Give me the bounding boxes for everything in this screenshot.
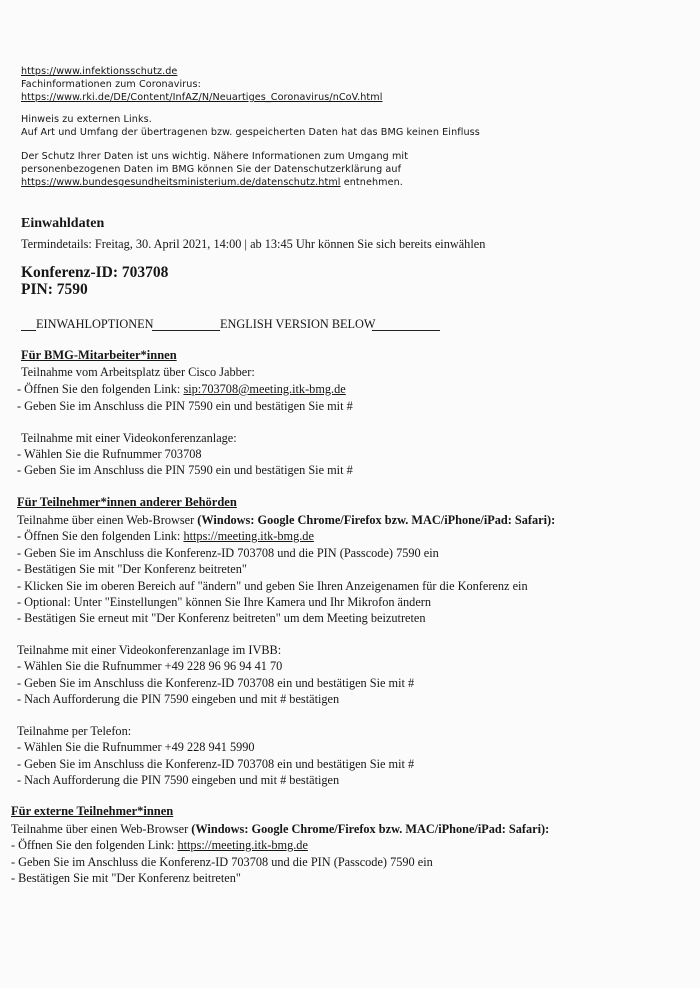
bmg-jabber-step-1-text: - Öffnen Sie den folgenden Link: (17, 382, 184, 396)
bmg-jabber-step-1 (17, 381, 346, 397)
datenschutz-end: entnehmen. (343, 177, 403, 188)
bmg-video-title: Teilnahme mit einer Videokonferenzanlage: (21, 431, 237, 445)
andere-ivbb-step-3: - Nach Aufforderung die PIN 7590 eingeben und mit # bestätigen (17, 692, 340, 706)
andere-web-step-6: - Bestätigen Sie erneut mit "Der Konferenz beitreten" um dem Meeting beizutreten (17, 611, 426, 625)
andere-ivbb-step-1: - Wählen Sie die Rufnummer +49 228 96 96 94 41 70 (17, 659, 283, 673)
datenschutz-line-3 (21, 177, 403, 189)
options-rule-2 (152, 330, 220, 331)
section-extern-heading: Für externe Teilnehmer*innen (11, 804, 174, 818)
andere-web-step-3: - Bestätigen Sie mit "Der Konferenz beitreten" (17, 562, 247, 576)
konferenz-id: Konferenz-ID: 703708 (21, 264, 169, 281)
link-datenschutz[interactable]: https://www.bundesgesundheitsministerium.de/datenschutz.html (21, 177, 341, 188)
link-sip[interactable]: sip:703708@meeting.itk-bmg.de (183, 382, 346, 396)
bmg-jabber-step-2: - Geben Sie im Anschluss die PIN 7590 ein und bestätigen Sie mit # (17, 399, 353, 413)
andere-tel-step-2: - Geben Sie im Anschluss die Konferenz-ID 703708 ein und bestätigen Sie mit # (17, 757, 415, 771)
andere-web-step-2: - Geben Sie im Anschluss die Konferenz-ID 703708 und die PIN (Passcode) 7590 ein (17, 546, 439, 560)
bmg-video-step-2: - Geben Sie im Anschluss die PIN 7590 ein und bestätigen Sie mit # (17, 463, 353, 477)
andere-web-step-4: - Klicken Sie im oberen Bereich auf "ändern" und geben Sie Ihren Anzeigenamen für die Konferenz ein (17, 579, 528, 593)
options-left: EINWAHLOPTIONEN (36, 317, 154, 331)
andere-web-step-1 (17, 528, 314, 544)
datenschutz-line-1: Der Schutz Ihrer Daten ist uns wichtig. Nähere Informationen zum Umgang mit (21, 151, 409, 162)
andere-tel-step-1: - Wählen Sie die Rufnummer +49 228 941 5990 (17, 740, 255, 754)
andere-web-title-browsers: (Windows: Google Chrome/Firefox bzw. MAC/iPhone/iPad: Safari): (197, 513, 556, 527)
pin: PIN: 7590 (21, 281, 88, 298)
andere-ivbb-step-2: - Geben Sie im Anschluss die Konferenz-ID 703708 ein und bestätigen Sie mit # (17, 676, 415, 690)
options-rule-3 (372, 330, 440, 331)
extern-web-step-1 (11, 837, 308, 853)
fachinfo-label: Fachinformationen zum Coronavirus: (21, 79, 201, 90)
datenschutz-line-2: personenbezogenen Daten im BMG können Sie der Datenschutzerklärung auf (21, 164, 402, 175)
options-rule-1 (21, 330, 36, 331)
andere-web-step-5: - Optional: Unter "Einstellungen" können Sie Ihre Kamera und Ihr Mikrofon ändern (17, 595, 432, 609)
hinweis-title: Hinweis zu externen Links. (21, 114, 152, 125)
options-right: ENGLISH VERSION BELOW (220, 317, 376, 331)
extern-web-title-browsers: (Windows: Google Chrome/Firefox bzw. MAC/iPhone/iPad: Safari): (191, 822, 550, 836)
andere-tel-title: Teilnahme per Telefon: (17, 724, 132, 738)
bmg-jabber-title: Teilnahme vom Arbeitsplatz über Cisco Jabber: (21, 365, 255, 379)
link-infektionsschutz[interactable]: https://www.infektionsschutz.de (21, 66, 178, 77)
einwahl-title: Einwahldaten (21, 216, 105, 231)
andere-ivbb-title: Teilnahme mit einer Videokonferenzanlage im IVBB: (17, 643, 282, 657)
extern-web-step-1-text: - Öffnen Sie den folgenden Link: (11, 838, 178, 852)
andere-web-title (17, 512, 555, 528)
andere-tel-step-3: - Nach Aufforderung die PIN 7590 eingeben und mit # bestätigen (17, 773, 340, 787)
hinweis-text: Auf Art und Umfang der übertragenen bzw. gespeicherten Daten hat das BMG keinen Einfluss (21, 127, 480, 138)
link-rki[interactable]: https://www.rki.de/DE/Content/InfAZ/N/Neuartiges_Coronavirus/nCoV.html (21, 92, 383, 103)
andere-web-title-text: Teilnahme über einen Web-Browser (17, 513, 198, 527)
link-meeting-extern[interactable]: https://meeting.itk-bmg.de (177, 838, 308, 852)
section-bmg-heading: Für BMG-Mitarbeiter*innen (21, 348, 177, 362)
link-meeting-andere[interactable]: https://meeting.itk-bmg.de (183, 529, 314, 543)
extern-web-step-3: - Bestätigen Sie mit "Der Konferenz beitreten" (11, 871, 241, 885)
extern-web-title-text: Teilnahme über einen Web-Browser (11, 822, 192, 836)
section-andere-heading: Für Teilnehmer*innen anderer Behörden (17, 495, 237, 509)
extern-web-step-2: - Geben Sie im Anschluss die Konferenz-ID 703708 und die PIN (Passcode) 7590 ein (11, 855, 433, 869)
andere-web-step-1-text: - Öffnen Sie den folgenden Link: (17, 529, 184, 543)
extern-web-title (11, 821, 549, 837)
bmg-video-step-1: - Wählen Sie die Rufnummer 703708 (17, 447, 202, 461)
termindetails: Termindetails: Freitag, 30. April 2021, 14:00 | ab 13:45 Uhr können Sie sich bereits einwählen (21, 237, 486, 251)
